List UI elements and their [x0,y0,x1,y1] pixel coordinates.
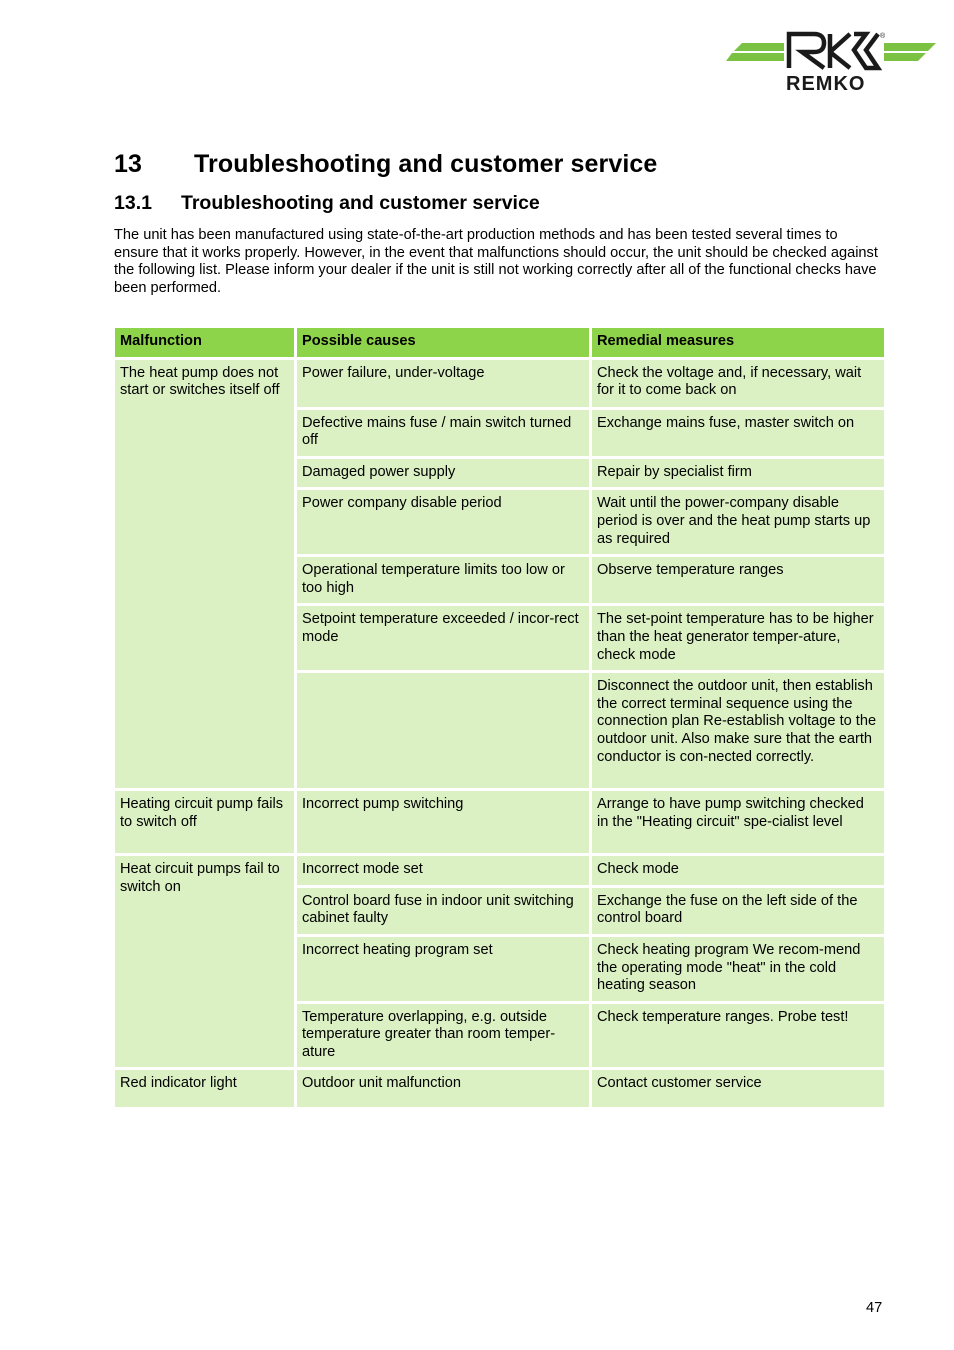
logo-registered-mark: ® [880,33,886,40]
cause-cell: Temperature overlapping, e.g. outside temperature greater than room temper-ature [297,1004,589,1068]
measure-cell: Check temperature ranges. Probe test! [592,1004,884,1068]
cause-cell: Incorrect mode set [297,856,589,885]
measure-cell: Repair by specialist firm [592,459,884,488]
table-row [115,360,884,407]
malfunction-cell: Heat circuit pumps fail to switch on [115,856,294,1067]
troubleshooting-table [112,325,887,1110]
measure-cell: Exchange the fuse on the left side of the control board [592,888,884,934]
cause-cell: Operational temperature limits too low or too high [297,557,589,603]
cause-cell [297,673,589,788]
cause-cell: Power company disable period [297,490,589,554]
malfunction-cell: The heat pump does not start or switches itself off [115,360,294,789]
logo-right-stripe [884,43,936,51]
section-number: 13.1 [114,192,152,214]
malfunction-cell: Red indicator light [115,1070,294,1107]
measure-cell: Check mode [592,856,884,885]
table-row [115,1070,884,1107]
cause-cell: Power failure, under-voltage [297,360,589,407]
cause-cell: Incorrect pump switching [297,791,589,853]
measure-cell: The set-point temperature has to be higher than the heat generator temper-ature, check mode [592,606,884,670]
measure-cell: Check the voltage and, if necessary, wait for it to come back on [592,360,884,407]
measure-cell: Check heating program We recom-mend the operating mode "heat" in the cold heating season [592,937,884,1001]
intro-paragraph: The unit has been manufactured using state-of-the-art production methods and has been tested several times to ensure that it works properly. However, in the event that malfunctions should occur, the unit should be checked against the following list. Please inform your dealer if the unit is still not working correctly after all of the functional checks have been performed. [114,227,878,296]
logo-left-stripe-lower [726,53,784,61]
measure-cell: Exchange mains fuse, master switch on [592,410,884,456]
measure-cell: Contact customer service [592,1070,884,1107]
malfunction-cell: Heating circuit pump fails to switch off [115,791,294,853]
measure-cell: Disconnect the outdoor unit, then establish the correct terminal sequence using the connection plan Re-establish voltage to the outdoor unit. Also make sure that the earth conductor is con-nected correctly. [592,673,884,788]
cause-cell: Outdoor unit malfunction [297,1070,589,1107]
measure-cell: Observe temperature ranges [592,557,884,603]
table-row [115,791,884,853]
header-possible-causes: Possible causes [297,328,589,357]
chapter-number: 13 [114,150,143,178]
measure-cell: Wait until the power-company disable period is over and the heat pump starts up as required [592,490,884,554]
section-title: Troubleshooting and customer service [181,192,540,214]
measure-cell: Arrange to have pump switching checked in the "Heating circuit" spe-cialist level [592,791,884,853]
logo-right-stripe-lower [884,53,926,61]
logo-rk-mark [789,34,878,68]
table-row [115,856,884,885]
section-heading [114,192,540,215]
remko-logo [726,30,938,94]
chapter-heading [114,150,657,179]
page-number: 47 [866,1300,883,1316]
cause-cell: Incorrect heating program set [297,937,589,1001]
header-malfunction: Malfunction [115,328,294,357]
logo-wordmark: REMKO [786,73,866,94]
cause-cell: Defective mains fuse / main switch turned off [297,410,589,456]
chapter-title: Troubleshooting and customer service [194,150,658,178]
cause-cell: Damaged power supply [297,459,589,488]
table-header-row [115,328,884,357]
cause-cell: Control board fuse in indoor unit switching cabinet faulty [297,888,589,934]
cause-cell: Setpoint temperature exceeded / incor-rect mode [297,606,589,670]
header-remedial-measures: Remedial measures [592,328,884,357]
logo-left-stripe [734,43,784,51]
